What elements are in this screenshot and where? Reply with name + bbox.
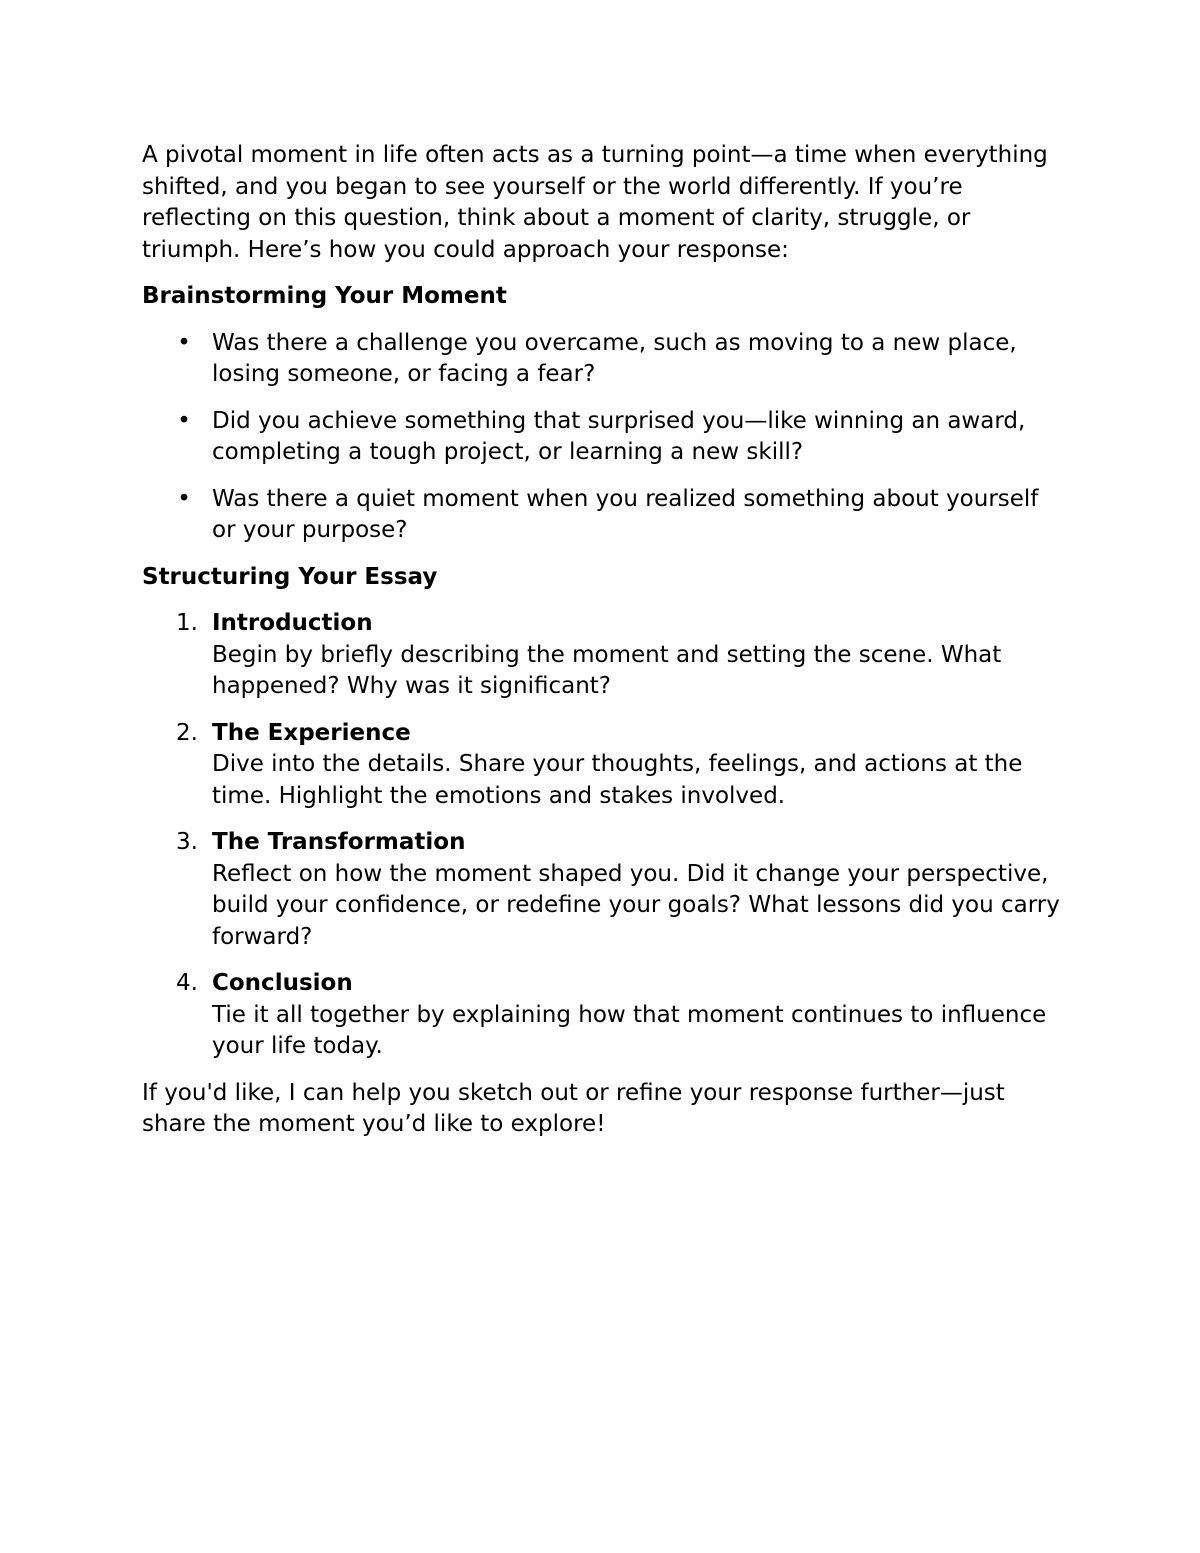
list-item-text: Was there a challenge you overcame, such as moving to a new place, losing someone, or facing a fear?	[212, 329, 1017, 387]
list-item	[142, 484, 1067, 547]
step-number: 3.	[176, 829, 198, 855]
bullet-icon: •	[177, 329, 191, 356]
brainstorm-list	[142, 328, 1067, 547]
closing-paragraph: If you'd like, I can help you sketch out or refine your response further—just share the moment you’d like to explore!	[142, 1079, 1005, 1137]
step-number: 1.	[176, 610, 198, 636]
step-title: Introduction	[212, 610, 373, 636]
intro-paragraph: A pivotal moment in life often acts as a turning point—a time when everything shifted, and you began to see yourself or the world differently. If you’re reflecting on this question, think about a moment of clarity, struggle, or triumph. Here’s how you could approach your response:	[142, 142, 1048, 263]
list-item-text: Did you achieve something that surprised you—like winning an award, completing a tough project, or learning a new skill?	[212, 407, 1026, 465]
step-body: Reflect on how the moment shaped you. Did it change your perspective, build your confidence, or redefine your goals? What lessons did you carry forward?	[212, 860, 1060, 950]
step-number: 2.	[176, 719, 198, 746]
step-item	[142, 718, 1067, 813]
step-item	[142, 608, 1067, 703]
list-item	[142, 406, 1067, 469]
list-item	[142, 328, 1067, 391]
step-number: 4.	[176, 970, 198, 996]
step-item	[142, 968, 1067, 1063]
step-body: Dive into the details. Share your thoughts, feelings, and actions at the time. Highlight the emotions and stakes involved.	[212, 751, 1023, 809]
structure-heading: Structuring Your Essay	[142, 563, 438, 590]
step-title: The Transformation	[212, 829, 466, 855]
step-body: Begin by briefly describing the moment and setting the scene. What happened? Why was it significant?	[212, 641, 1002, 699]
document-page	[142, 140, 1067, 1141]
step-title: The Experience	[212, 719, 411, 746]
bullet-icon: •	[177, 407, 191, 434]
step-item	[142, 827, 1067, 953]
structure-steps-list	[142, 608, 1067, 1063]
list-item-text: Was there a quiet moment when you realized something about yourself or your purpose?	[212, 485, 1039, 543]
step-title: Conclusion	[212, 970, 353, 996]
step-body: Tie it all together by explaining how that moment continues to influence your life today.	[212, 1001, 1047, 1059]
bullet-icon: •	[177, 485, 191, 512]
brainstorm-heading: Brainstorming Your Moment	[142, 283, 507, 309]
